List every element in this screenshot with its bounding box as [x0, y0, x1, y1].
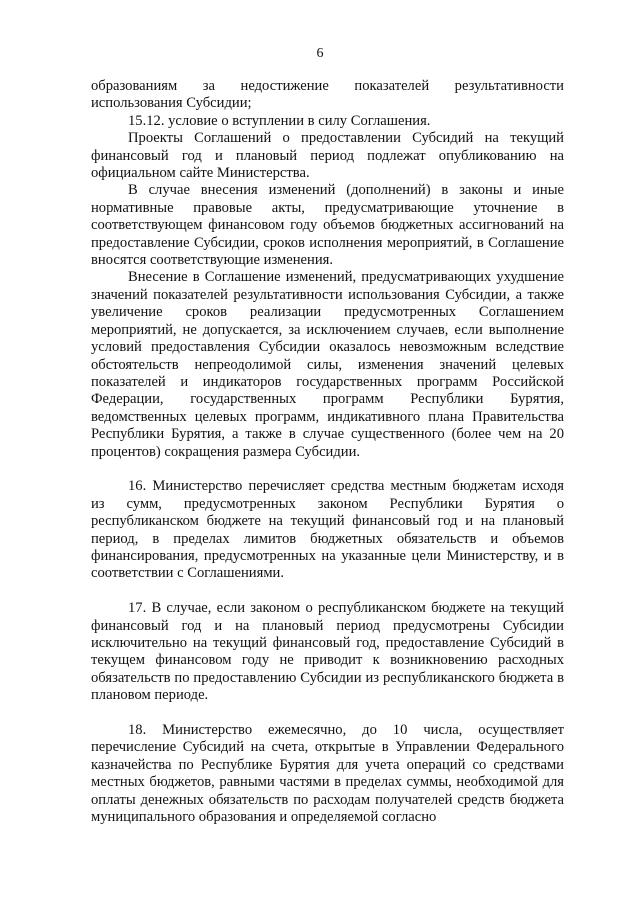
paragraph-continuation: образованиям за недостижение показателей результативности использования Субсидии; — [91, 78, 564, 112]
paragraph-15-12: 15.12. условие о вступлении в силу Соглашения. — [128, 112, 431, 129]
document-body — [91, 78, 564, 826]
paragraph-18: 18. Министерство ежемесячно, до 10 числа, осуществляет перечисление Субсидий на счета, открытые в Управлении Федерального казначейства по Республике Бурятия для учета операций со средствами местных бюджетов, равными частями в пределах суммы, необходимой для оплаты денежных обязательств по расходам получателей средств бюджета муниципального образования и определяемой согласно — [91, 721, 564, 826]
page-number: 6 — [316, 46, 324, 61]
paragraph-law-changes: В случае внесения изменений (дополнений) в законы и иные нормативные правовые акты, предусматривающие уточнение в соответствующем финансовом году объемов бюджетных ассигнований на предоставление Субсидии, сроков исполнения мероприятий, в Соглашение вносятся соответствующие изменения. — [91, 182, 564, 269]
paragraph-16: 16. Министерство перечисляет средства местным бюджетам исходя из сумм, предусмотренных законом Республики Бурятия о республиканском бюджете на текущий финансовый год и на плановый период, в пределах лимитов бюджетных обязательств и объемов финансирования, предусмотренных на указанные цели Министерству, и в соответствии с Соглашениями. — [91, 478, 564, 582]
paragraph-17: 17. В случае, если законом о республиканском бюджете на текущий финансовый год и на плановый период предусмотрены Субсидии исключительно на текущий финансовый год, предоставление Субсидий в текущем финансовом году не приводит к возникновению расходных обязательств по предоставлению Субсидии из республиканского бюджета в плановом периоде. — [91, 600, 564, 704]
paragraph-draft-agreements: Проекты Соглашений о предоставлении Субсидий на текущий финансовый год и плановый период подлежат опубликованию на официальном сайте Министерства. — [91, 130, 564, 182]
paragraph-agreement-amendments: Внесение в Соглашение изменений, предусматривающих ухудшение значений показателей результативности использования Субсидии, а также увеличение сроков реализации предусмотренных Соглашением мероприятий, не допускается, за исключением случаев, если выполнение условий предоставления Субсидии оказалось невозможным вследствие обстоятельств непреодолимой силы, изменения значений целевых показателей и индикаторов государственных программ Российской Федерации, государственных программ Республики Бурятия, ведомственных целевых программ, индикативного плана Правительства Республики Бурятия, а также в случае существенного (более чем на 20 процентов) сокращения размера Субсидии. — [91, 269, 564, 460]
